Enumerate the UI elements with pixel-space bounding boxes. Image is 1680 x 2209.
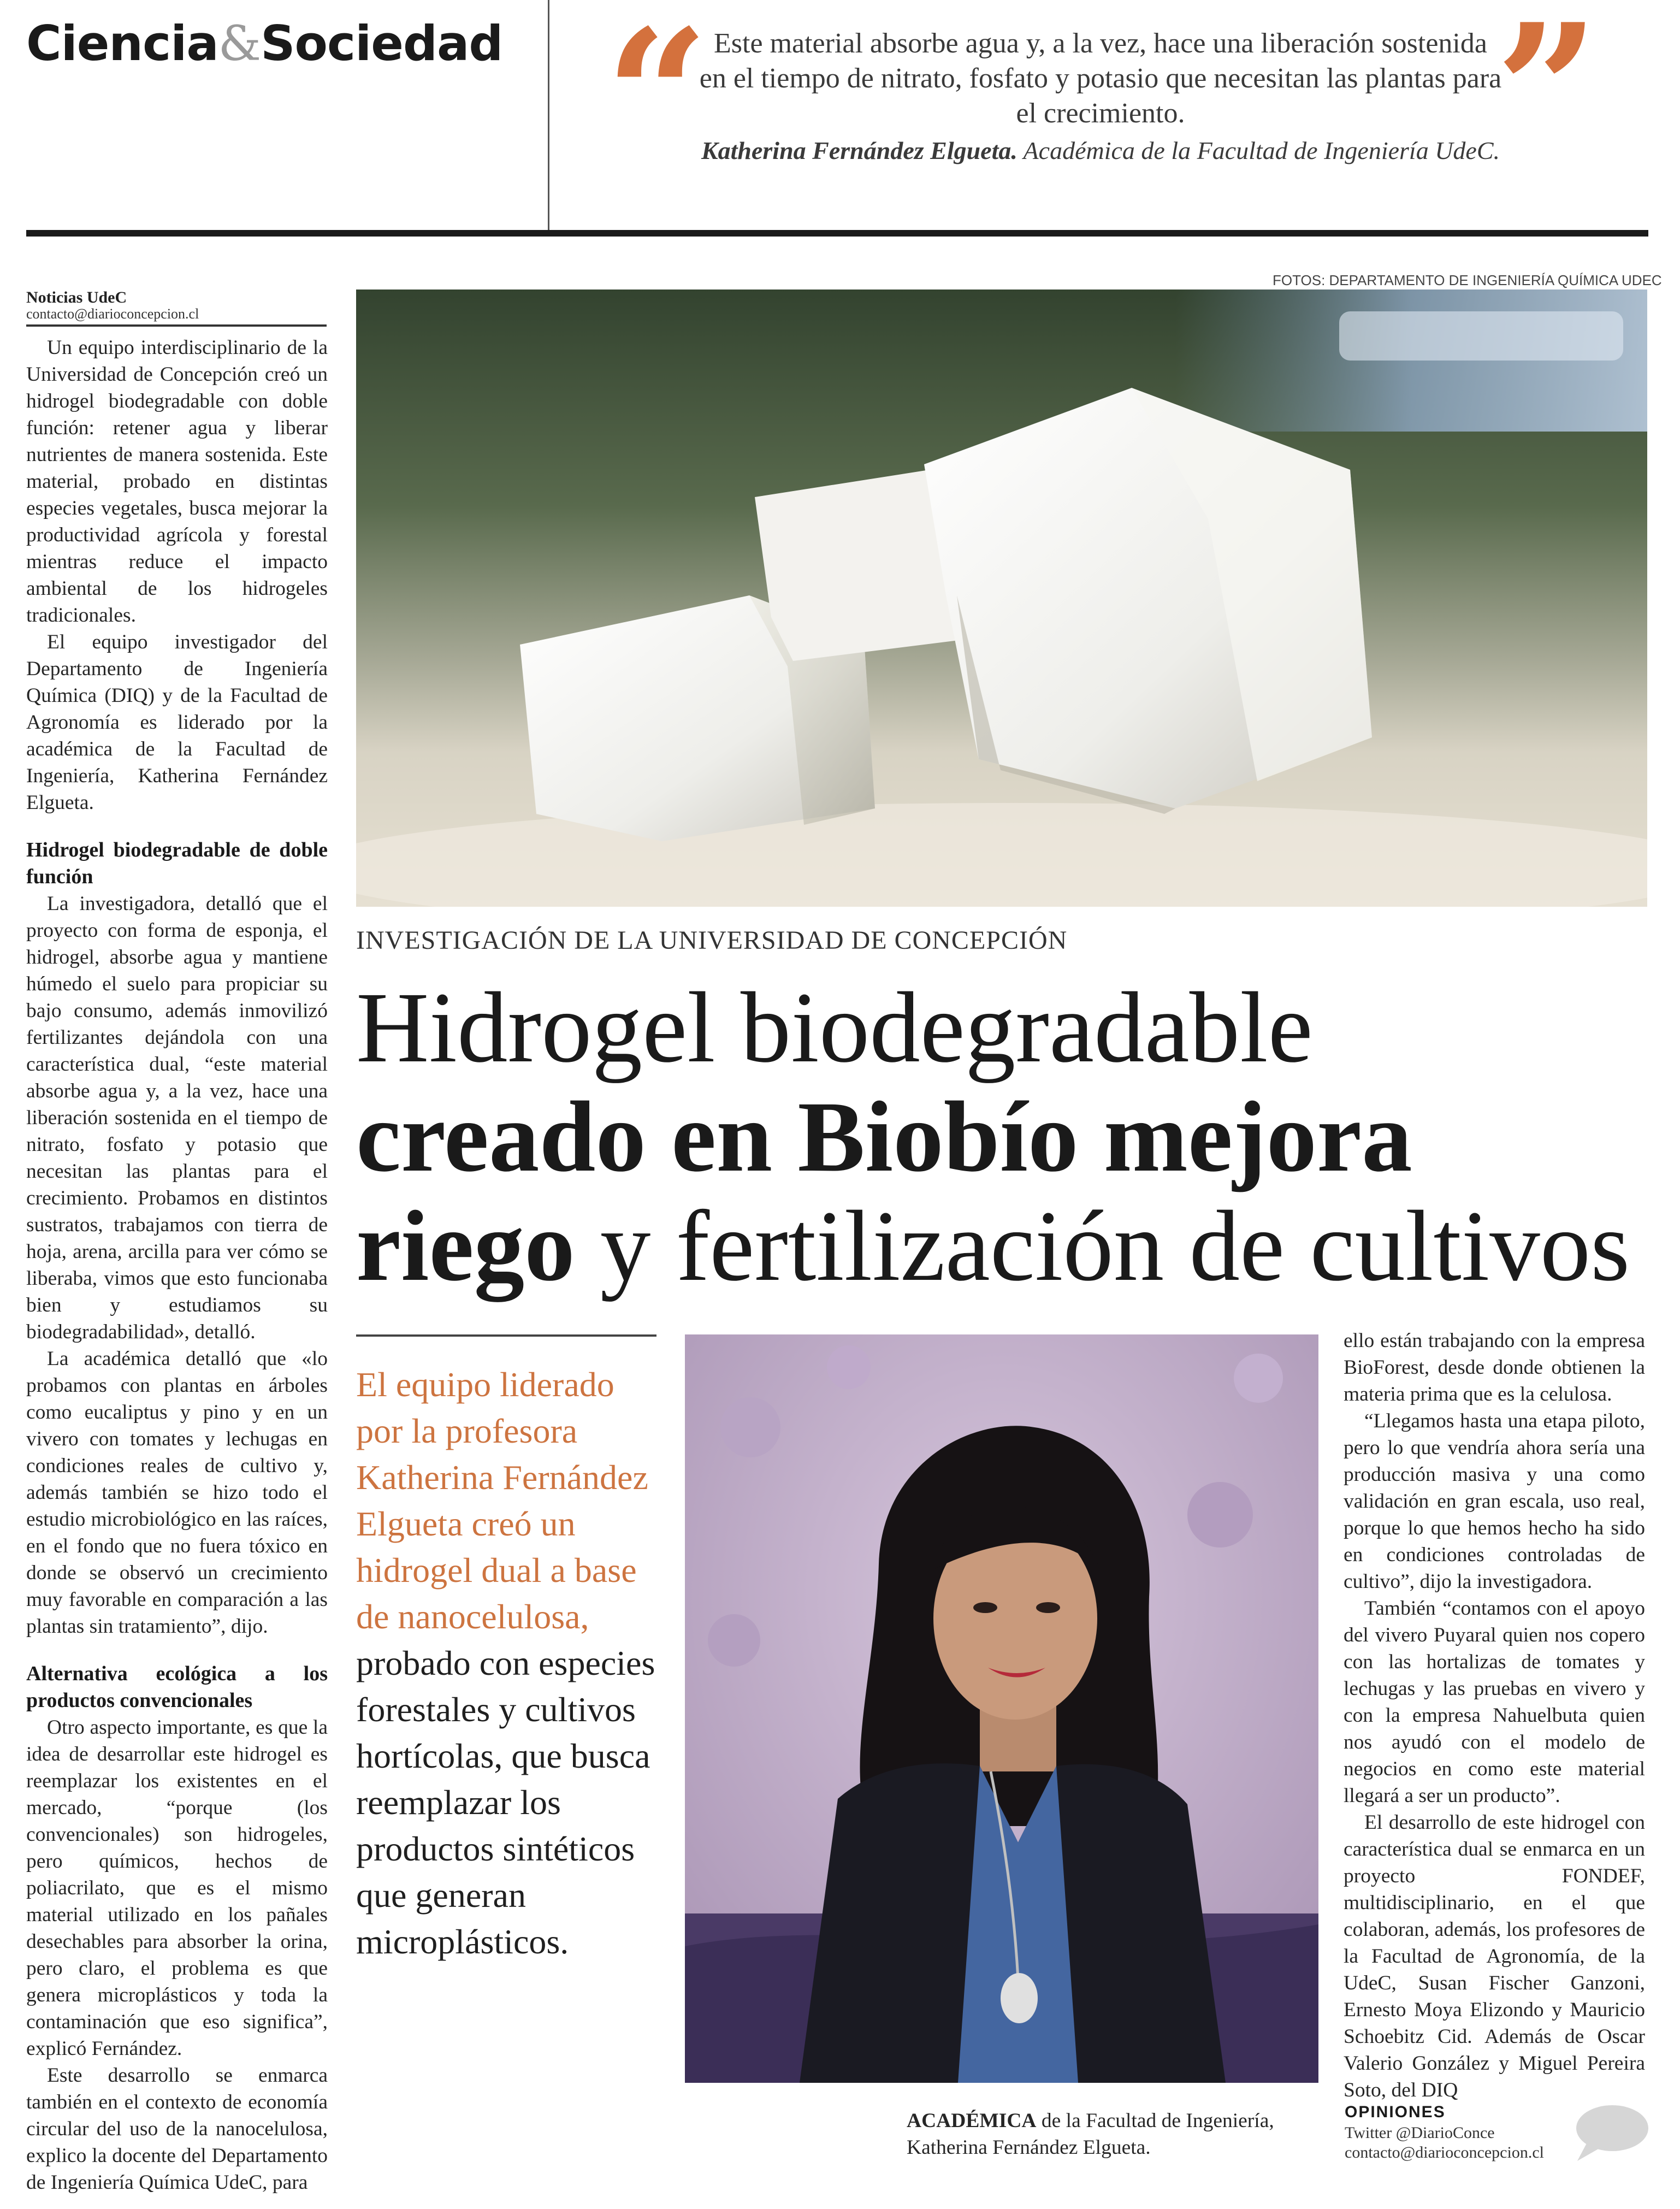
lead	[356, 1361, 662, 1965]
pull-quote-attribution	[699, 133, 1502, 168]
body-paragraph: Otro aspecto importante, es que la idea de desarrollar este hidrogel es reemplazar los existentes en el mercado, “porque (los convencionales) son hidrogeles, pero químicos, hechos de poliacrilato, que es el mismo material utilizado en los pañales desechables para absorber la orina, pero claro, el problema es que genera microplásticos y toda la contaminación que eso significa”, explicó Fernández.	[26, 1716, 328, 2060]
subheading: Alternativa ecológica a los productos convencionales	[26, 1662, 328, 1712]
section-title-right: Sociedad	[261, 15, 503, 72]
photo-credit: FOTOS: DEPARTAMENTO DE INGENIERÍA QUÍMICA UDEC	[1273, 272, 1662, 288]
headline-line-3-bold: riego	[356, 1190, 575, 1302]
byline-email[interactable]: contacto@diarioconcepcion.cl	[26, 306, 199, 322]
headline	[356, 973, 1656, 1301]
body-paragraph: La investigadora, detalló que el proyecto con forma de esponja, el hidrogel, absorbe agua y mantiene húmedo el suelo para propiciar su bajo consumo, además inmovilizó fertilizantes dejándola con una característica dual, “este material absorbe agua y, a la vez, hace una liberación sostenida en el tiempo de nitrato, fosfato y potasio que necesitan las plantas para el crecimiento. Probamos en distintos sustratos, trabajamos con tierra de hoja, arena, arcilla para ver cómo se liberaba, vimos que esto funcionaba bien y estudiamos su biodegradabilidad», detalló.	[26, 893, 328, 1343]
hydrogel-photo	[356, 290, 1647, 907]
body-paragraph: ello están trabajando con la empresa BioForest, desde donde obtienen la materia prima que es la celulosa.	[1344, 1330, 1645, 1405]
headline-line-2-text: creado en Biobío mejora	[356, 1081, 1412, 1193]
lead-accent: El equipo liderado por la profesora Katherina Fernández Elgueta creó un hidrogel dual a base de nanocelulosa,	[356, 1365, 648, 1636]
open-quote-icon: “	[605, 0, 709, 202]
portrait-photo	[685, 1334, 1318, 2083]
opinion-email[interactable]: contacto@diarioconcepcion.cl	[1345, 2143, 1544, 2161]
caption-rest: de la Facultad de Ingeniería, Katherina Fernández Elgueta.	[907, 2110, 1274, 2159]
pull-quote-text: Este material absorbe agua y, a la vez, hace una liberación sostenida en el tiempo de nitrato, fosfato y potasio que necesitan las plantas para el crecimiento.	[699, 28, 1502, 129]
headline-line-2	[356, 1083, 1656, 1192]
lead-rest: probado con especies forestales y cultivos hortícolas, que busca reemplazar los productos sintéticos que generan microplásticos.	[356, 1644, 655, 1961]
body-paragraph: El equipo investigador del Departamento de Ingeniería Química (DIQ) y de la Facultad de Agronomía es liderado por la académica de la Facultad de Ingeniería, Katherina Fernández Elgueta.	[26, 631, 328, 814]
header-rule	[26, 230, 1648, 237]
body-paragraph: La académica detalló que «lo probamos con plantas en árboles como eucaliptus y pino y en un vivero con tomates y lechugas en condiciones reales de cultivo y, además también se hizo todo el estudio microbiológico en las raíces, en el fondo que no fuera tóxico en donde se observó un crecimiento muy favorable en comparación a las plantas sin tratamiento”, dijo.	[26, 1348, 328, 1638]
headline-line-3-rest: y fertilización de cultivos	[575, 1190, 1630, 1302]
twitter-handle[interactable]: Twitter @DiarioConce	[1345, 2124, 1495, 2142]
byline-name: Noticias UdeC	[26, 288, 127, 306]
left-column	[26, 334, 328, 2196]
headline-line-1: Hidrogel biodegradable	[356, 972, 1313, 1084]
subheading: Hidrogel biodegradable de doble función	[26, 838, 328, 888]
lead-rule	[356, 1334, 656, 1337]
body-paragraph: Un equipo interdisciplinario de la Universidad de Concepción creó un hidrogel biodegradable con doble función: retener agua y liberar nutrientes de manera sostenida. Este material, probado en distintas especies vegetales, busca mejorar la productividad agrícola y forestal mientras reduce el impacto ambiental de los hidrogeles tradicionales.	[26, 336, 328, 627]
body-paragraph: El desarrollo de este hidrogel con característica dual se enmarca en un proyecto FONDEF, multidisciplinario, en el que colaboran, además, los profesores de la Facultad de Agronomía, de la UdeC, Susan Fischer Ganzoni, Ernesto Moya Elizondo y Mauricio Schoebitz Cid. Además de Oscar Valerio González y Miguel Pereira Soto, del DIQ	[1344, 1811, 1645, 2101]
pull-quote-author: Katherina Fernández Elgueta.	[701, 137, 1018, 164]
body-paragraph: “Llegamos hasta una etapa piloto, pero lo que vendría ahora sería una producción masiva y una como validación en gran escala, uso real, porque lo que hemos hecho ha sido en condiciones controladas de cultivo”, dijo la investigadora.	[1344, 1410, 1645, 1593]
caption-bold: ACADÉMICA	[907, 2110, 1037, 2132]
body-paragraph: También “contamos con el apoyo del vivero Puyaral quien nos copero con las hortalizas de tomates y lechugas y las pruebas en vivero y con la empresa Nahuelbuta quien nos ayudó con el modelo de negocios en como este material llegará a ser un producto”.	[1344, 1597, 1645, 1807]
opiniones-label: OPINIONES	[1345, 2103, 1446, 2121]
body-paragraph: Este desarrollo se enmarca también en el contexto de economía circular del uso de la nanocelulosa, explico la docente del Departamento de Ingeniería Química UdeC, para	[26, 2064, 328, 2194]
section-title-left: Ciencia	[26, 15, 218, 72]
kicker: INVESTIGACIÓN DE LA UNIVERSIDAD DE CONCEPCIÓN	[356, 926, 1068, 955]
photo-caption	[907, 2107, 1322, 2161]
right-column	[1344, 1327, 1645, 2104]
portrait-illustration	[685, 1334, 1318, 2083]
speech-bubble-icon	[1572, 2102, 1649, 2163]
headline-line-3	[356, 1192, 1656, 1301]
section-title	[26, 15, 502, 72]
close-quote-icon: ”	[1495, 0, 1599, 196]
header-divider	[548, 0, 549, 234]
byline-rule	[26, 324, 327, 327]
hydrogel-illustration	[356, 290, 1647, 907]
section-title-amp: &	[218, 15, 261, 72]
pull-quote-role: Académica de la Facultad de Ingeniería UdeC.	[1017, 137, 1500, 164]
